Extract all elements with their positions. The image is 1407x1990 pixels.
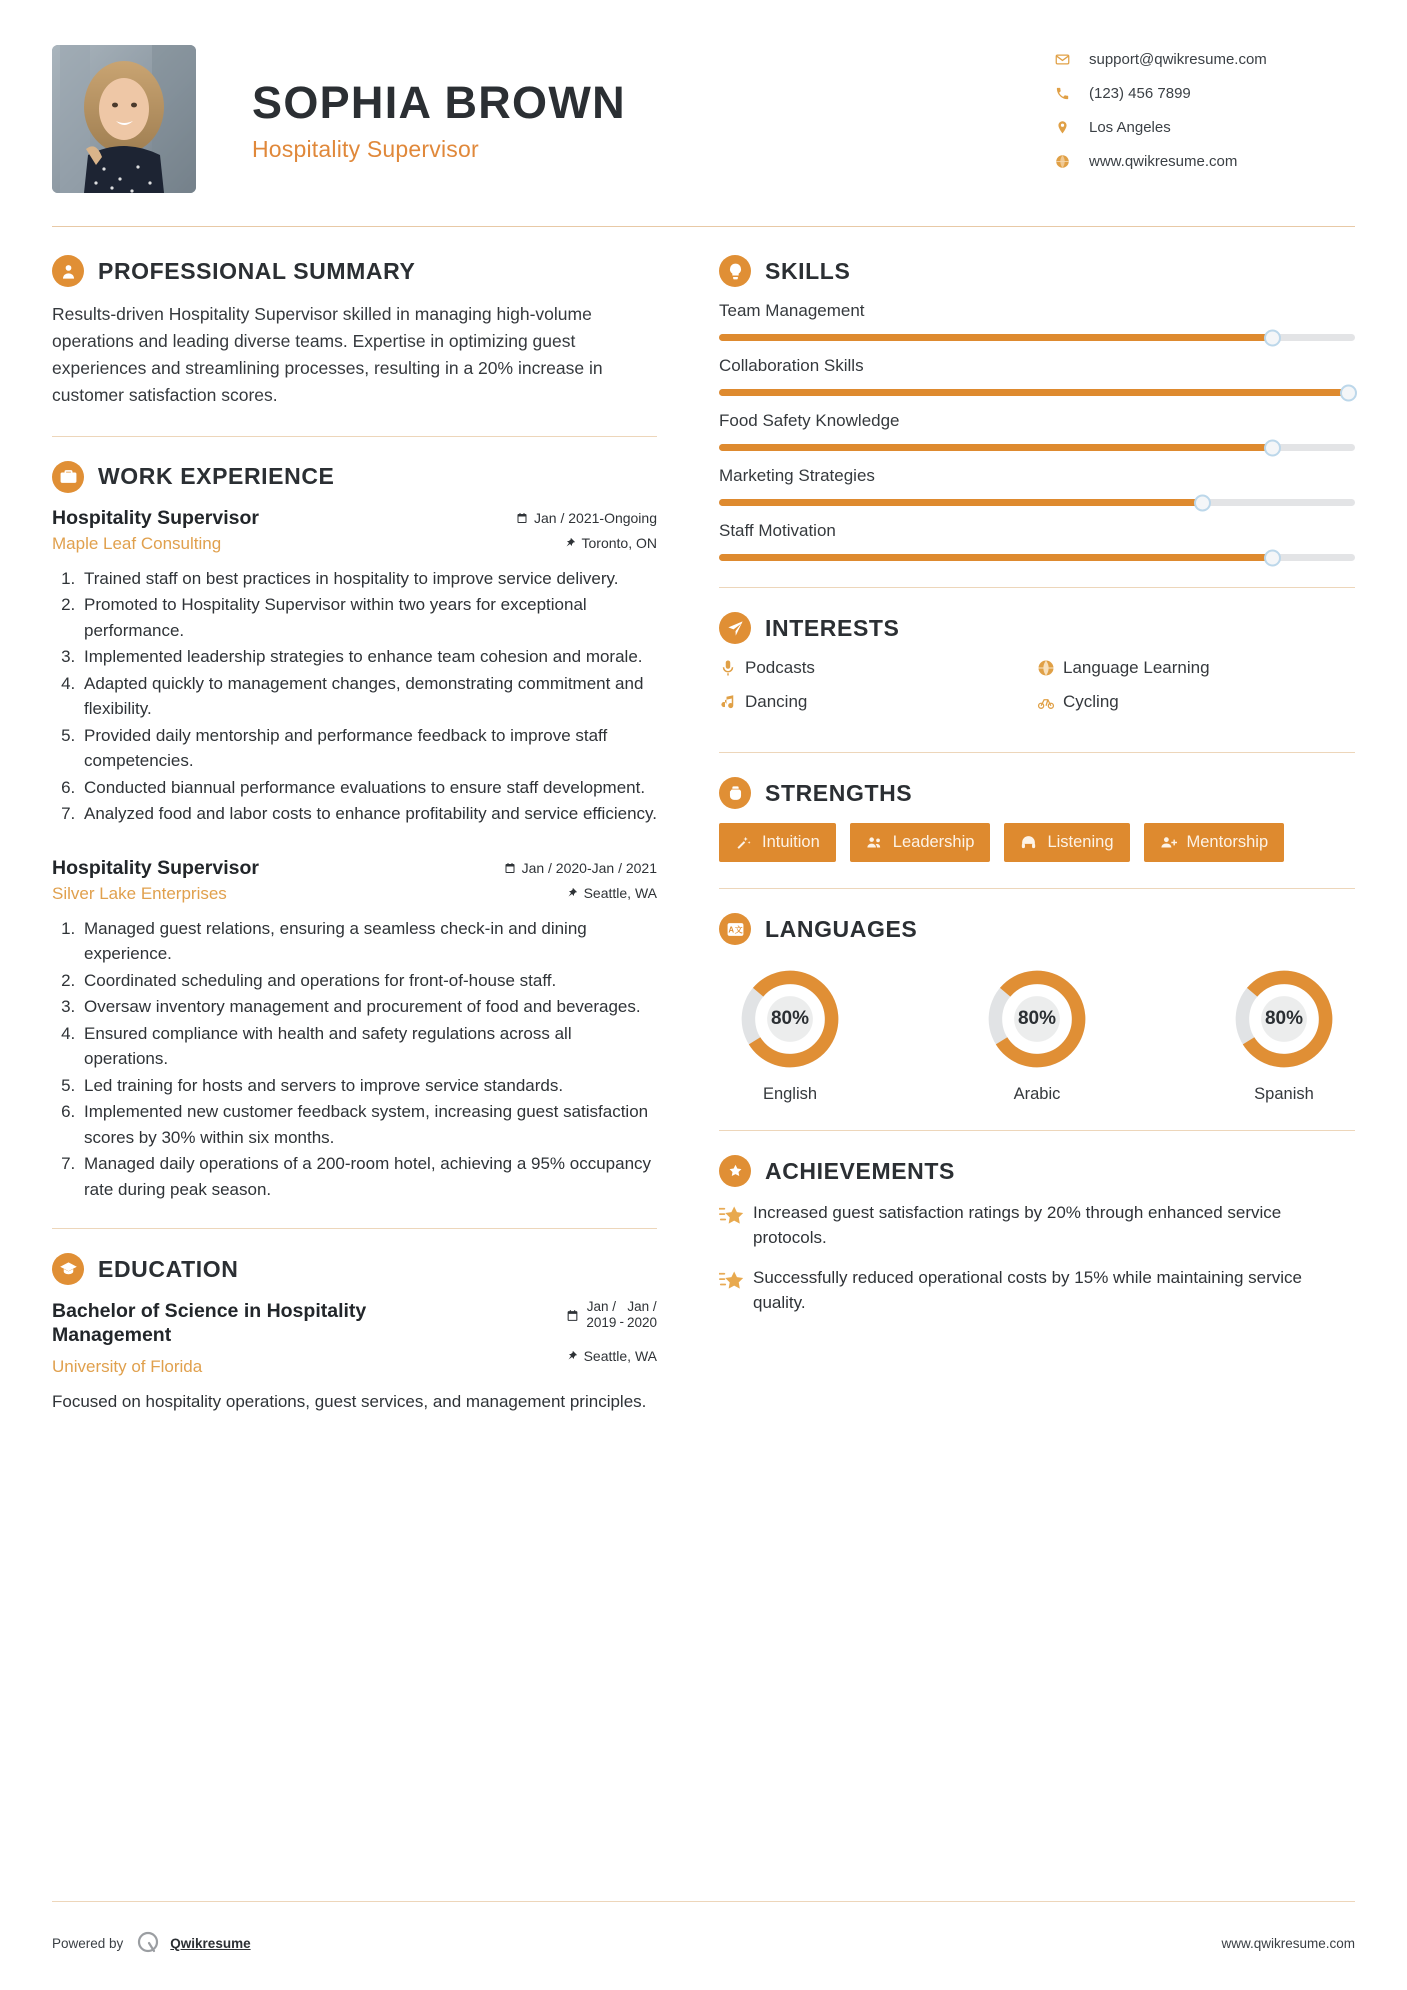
interest-label: Cycling: [1063, 692, 1119, 711]
education-dates: [566, 1299, 657, 1332]
interest-item: [719, 658, 1037, 678]
page-title: SOPHIA BROWN: [252, 77, 626, 128]
job-title: Hospitality Supervisor: [52, 506, 259, 529]
skill-item: [719, 466, 1355, 506]
interest-item: [1037, 658, 1355, 678]
language-percent: 80%: [1017, 1008, 1057, 1029]
skill-item: [719, 356, 1355, 396]
location-pin-icon: [1055, 120, 1081, 135]
skill-bar-knob[interactable]: [1264, 549, 1281, 566]
job-company: Maple Leaf Consulting: [52, 533, 222, 553]
experience-entry-top: [52, 507, 657, 530]
job-bullet: 1. Managed guest relations, ensuring a seamless check-in and dining experience.: [80, 916, 657, 967]
section-title: SKILLS: [765, 257, 851, 284]
strength-tag[interactable]: [719, 823, 836, 862]
section-divider: [719, 752, 1355, 753]
skill-bar-knob[interactable]: [1264, 439, 1281, 456]
job-bullet: 6. Conducted biannual performance evaluations to ensure staff development.: [80, 775, 657, 801]
summary-text: Results-driven Hospitality Supervisor skilled in managing high-volume operations and leading diverse teams. Expertise in optimizing guest experiences and streamlining processes, resulting in a 20% increase in customer satisfaction scores.: [52, 304, 603, 406]
education-start-month: Jan /: [586, 1299, 617, 1314]
job-location-value: Seattle, WA: [583, 884, 657, 901]
calendar-icon: [566, 1309, 579, 1322]
section-title: STRENGTHS: [765, 779, 913, 806]
job-bullet: 6. Implemented new customer feedback system, increasing guest satisfaction scores by 30% within six months.: [80, 1099, 657, 1150]
section-education: [52, 1253, 657, 1414]
section-header: [52, 255, 657, 287]
skill-label: Team Management: [719, 301, 865, 320]
section-title: EDUCATION: [98, 1255, 239, 1282]
achievement-item: [719, 1201, 1355, 1250]
strength-label: Leadership: [892, 833, 975, 851]
education-entry-top: [52, 1299, 657, 1348]
headphones-icon: [1020, 834, 1037, 851]
skill-item: [719, 301, 1355, 341]
section-header: [52, 461, 657, 493]
section-interests: [719, 612, 1355, 726]
body-columns: [52, 227, 1355, 1414]
job-dates: [516, 510, 657, 526]
section-header: [719, 255, 1355, 287]
education-location: [566, 1348, 657, 1364]
job-bullet: 2. Promoted to Hospitality Supervisor within two years for exceptional performance.: [80, 592, 657, 643]
section-skills: [719, 255, 1355, 561]
section-divider: [719, 888, 1355, 889]
contact-email-value: support@qwikresume.com: [1089, 51, 1267, 68]
skill-item: [719, 411, 1355, 451]
bicycle-icon: [1037, 693, 1063, 711]
job-company: Silver Lake Enterprises: [52, 883, 227, 903]
job-bullet: 7. Analyzed food and labor costs to enhance profitability and service efficiency.: [80, 801, 657, 827]
school-name: University of Florida: [52, 1356, 203, 1376]
section-strengths: [719, 777, 1355, 862]
contact-website[interactable]: [1055, 153, 1355, 170]
languages-grid: [719, 959, 1355, 1104]
section-title: LANGUAGES: [765, 915, 918, 942]
contact-phone-value: (123) 456 7899: [1089, 85, 1191, 102]
language-label: Arabic: [1013, 1085, 1061, 1103]
fist-icon: [719, 777, 751, 809]
language-item: [972, 967, 1102, 1104]
experience-entry: [52, 857, 657, 1203]
education-end-date: [627, 1299, 657, 1332]
contact-location: [1055, 119, 1355, 136]
section-header: [719, 612, 1355, 644]
education-entry-sub: [52, 1348, 657, 1377]
music-note-icon: [719, 693, 745, 711]
section-title: WORK EXPERIENCE: [98, 463, 335, 489]
language-item: [725, 967, 855, 1104]
section-professional-summary: [52, 255, 657, 410]
skill-bar-knob[interactable]: [1340, 384, 1357, 401]
education-start-year: 2019: [586, 1315, 617, 1331]
pin-icon: [564, 537, 576, 549]
strengths-grid: [719, 823, 1355, 862]
strength-label: Listening: [1047, 833, 1114, 851]
section-header: [719, 1155, 1355, 1187]
job-bullet-list: [52, 916, 657, 1203]
skill-label: Collaboration Skills: [719, 356, 864, 375]
calendar-icon: [504, 862, 516, 874]
calendar-icon: [516, 512, 528, 524]
skill-bar-fill: [719, 389, 1349, 396]
interest-label: Dancing: [745, 692, 808, 711]
section-header: [719, 777, 1355, 809]
strength-tag[interactable]: [850, 823, 991, 862]
job-dates: [504, 860, 657, 876]
degree-title: Bachelor of Science in Hospitality Management: [52, 1300, 367, 1347]
section-header: [719, 913, 1355, 945]
section-title: PROFESSIONAL SUMMARY: [98, 257, 416, 284]
education-end-month: Jan /: [627, 1299, 657, 1314]
skill-bar-knob[interactable]: [1264, 329, 1281, 346]
skill-bar-track[interactable]: [719, 389, 1355, 396]
section-divider: [52, 1228, 657, 1229]
graduation-icon: [52, 1253, 84, 1285]
interest-item: [1037, 692, 1355, 712]
skill-bar-fill: [719, 499, 1202, 506]
qwikresume-logo-icon: [135, 1930, 161, 1956]
experience-entry-sub: [52, 880, 657, 904]
envelope-icon: [1055, 52, 1081, 67]
shooting-star-icon: [719, 1201, 753, 1250]
experience-entry: [52, 507, 657, 827]
qwikresume-brand-link[interactable]: Qwikresume: [170, 1935, 251, 1951]
education-end-year: 2020: [626, 1315, 657, 1331]
job-bullet-list: [52, 566, 657, 827]
profile-photo: [52, 45, 196, 193]
column-gap: [667, 227, 701, 1414]
footer-divider: [52, 1901, 1355, 1902]
job-bullet: 3. Oversaw inventory management and procurement of food and beverages.: [80, 994, 657, 1020]
powered-by-block: [52, 1930, 251, 1956]
contact-website-value: www.qwikresume.com: [1089, 153, 1238, 170]
section-divider: [52, 436, 657, 437]
language-percent: 80%: [1264, 1008, 1304, 1029]
page-footer: [52, 1930, 1355, 1956]
date-range-dash: -: [619, 1313, 624, 1329]
section-divider: [719, 1130, 1355, 1131]
job-bullet: 5. Led training for hosts and servers to improve service standards.: [80, 1073, 657, 1099]
footer-website[interactable]: www.qwikresume.com: [1221, 1935, 1355, 1951]
section-title: INTERESTS: [765, 614, 900, 641]
globe-icon: [1037, 659, 1063, 677]
svg-text:文: 文: [734, 925, 743, 935]
skill-bar-knob[interactable]: [1194, 494, 1211, 511]
section-work-experience: [52, 461, 657, 1203]
users-icon: [866, 834, 883, 851]
briefcase-icon: [52, 461, 84, 493]
resume-header: [52, 40, 1355, 200]
strength-label: Intuition: [762, 833, 820, 851]
language-percent: 80%: [770, 1008, 810, 1029]
name-block: [196, 45, 1055, 163]
skill-bar-track[interactable]: [719, 499, 1355, 506]
skill-label: Marketing Strategies: [719, 466, 875, 485]
job-bullet: 2. Coordinated scheduling and operations for front-of-house staff.: [80, 968, 657, 994]
contact-list: [1055, 45, 1355, 187]
pin-icon: [566, 887, 578, 899]
section-divider: [719, 587, 1355, 588]
right-column: [701, 227, 1355, 1414]
skill-label: Staff Motivation: [719, 521, 836, 540]
skill-bar-track[interactable]: [719, 334, 1355, 341]
strength-tag[interactable]: [1004, 823, 1129, 862]
achievement-text: Successfully reduced operational costs by 15% while maintaining service quality.: [753, 1268, 1303, 1312]
achievement-item: [719, 1266, 1355, 1315]
skill-item: [719, 521, 1355, 561]
education-location-value: Seattle, WA: [583, 1347, 657, 1364]
pin-icon: [566, 1350, 578, 1362]
job-bullet: 7. Managed daily operations of a 200-room hotel, achieving a 95% occupancy rate during peak season.: [80, 1151, 657, 1202]
skill-bar-track[interactable]: [719, 554, 1355, 561]
magic-wand-icon: [735, 834, 752, 851]
achievement-text: Increased guest satisfaction ratings by 20% through enhanced service protocols.: [753, 1203, 1282, 1247]
paper-plane-icon: [719, 612, 751, 644]
skill-bar-track[interactable]: [719, 444, 1355, 451]
experience-entry-sub: [52, 530, 657, 554]
lightbulb-icon: [719, 255, 751, 287]
user-plus-icon: [1160, 834, 1177, 851]
star-badge-icon: [719, 1155, 751, 1187]
job-dates-value: Jan / 2021-Ongoing: [534, 509, 657, 526]
language-label: Spanish: [1254, 1085, 1314, 1103]
skill-bar-fill: [719, 554, 1272, 561]
skill-label: Food Safety Knowledge: [719, 411, 900, 430]
powered-by-label: Powered by: [52, 1935, 124, 1951]
svg-text:A: A: [727, 925, 734, 935]
language-label: English: [762, 1085, 818, 1103]
interests-grid: [719, 658, 1355, 726]
language-donut-chart: [738, 967, 842, 1071]
strength-tag[interactable]: [1144, 823, 1285, 862]
section-header: [52, 1253, 657, 1285]
strength-label: Mentorship: [1186, 833, 1269, 851]
job-location: [566, 885, 657, 901]
shooting-star-icon: [719, 1266, 753, 1315]
language-donut-chart: [1232, 967, 1336, 1071]
skill-bar-fill: [719, 444, 1272, 451]
job-dates-value: Jan / 2020-Jan / 2021: [521, 859, 657, 876]
contact-email[interactable]: [1055, 51, 1355, 68]
interest-label: Podcasts: [745, 658, 815, 677]
job-bullet: 1. Trained staff on best practices in hospitality to improve service delivery.: [80, 566, 657, 592]
job-location: [564, 535, 657, 551]
job-title: Hospitality Supervisor: [52, 856, 259, 879]
skill-bar-fill: [719, 334, 1272, 341]
contact-phone[interactable]: [1055, 85, 1355, 102]
job-location-value: Toronto, ON: [581, 534, 657, 551]
contact-location-value: Los Angeles: [1089, 119, 1171, 136]
microphone-icon: [719, 659, 745, 677]
interest-item: [719, 692, 1037, 712]
interest-label: Language Learning: [1063, 658, 1210, 677]
section-languages: [719, 913, 1355, 1104]
section-achievements: [719, 1155, 1355, 1316]
job-bullet: 4. Ensured compliance with health and safety regulations across all operations.: [80, 1021, 657, 1072]
person-icon: [52, 255, 84, 287]
globe-icon: [1055, 154, 1081, 169]
section-title: ACHIEVEMENTS: [765, 1157, 955, 1184]
education-description: Focused on hospitality operations, guest services, and management principles.: [52, 1391, 647, 1411]
left-column: [52, 227, 667, 1414]
job-bullet: 3. Implemented leadership strategies to enhance team cohesion and morale.: [80, 644, 657, 670]
education-start-date: [586, 1299, 616, 1332]
experience-entry-top: [52, 857, 657, 880]
language-donut-chart: [985, 967, 1089, 1071]
language-item: [1219, 967, 1349, 1104]
job-role-subtitle: Hospitality Supervisor: [252, 136, 479, 163]
job-bullet: 5. Provided daily mentorship and performance feedback to improve staff competencies.: [80, 723, 657, 774]
translate-icon: [719, 913, 751, 945]
phone-icon: [1055, 86, 1081, 101]
job-bullet: 4. Adapted quickly to management changes, demonstrating commitment and flexibility.: [80, 671, 657, 722]
